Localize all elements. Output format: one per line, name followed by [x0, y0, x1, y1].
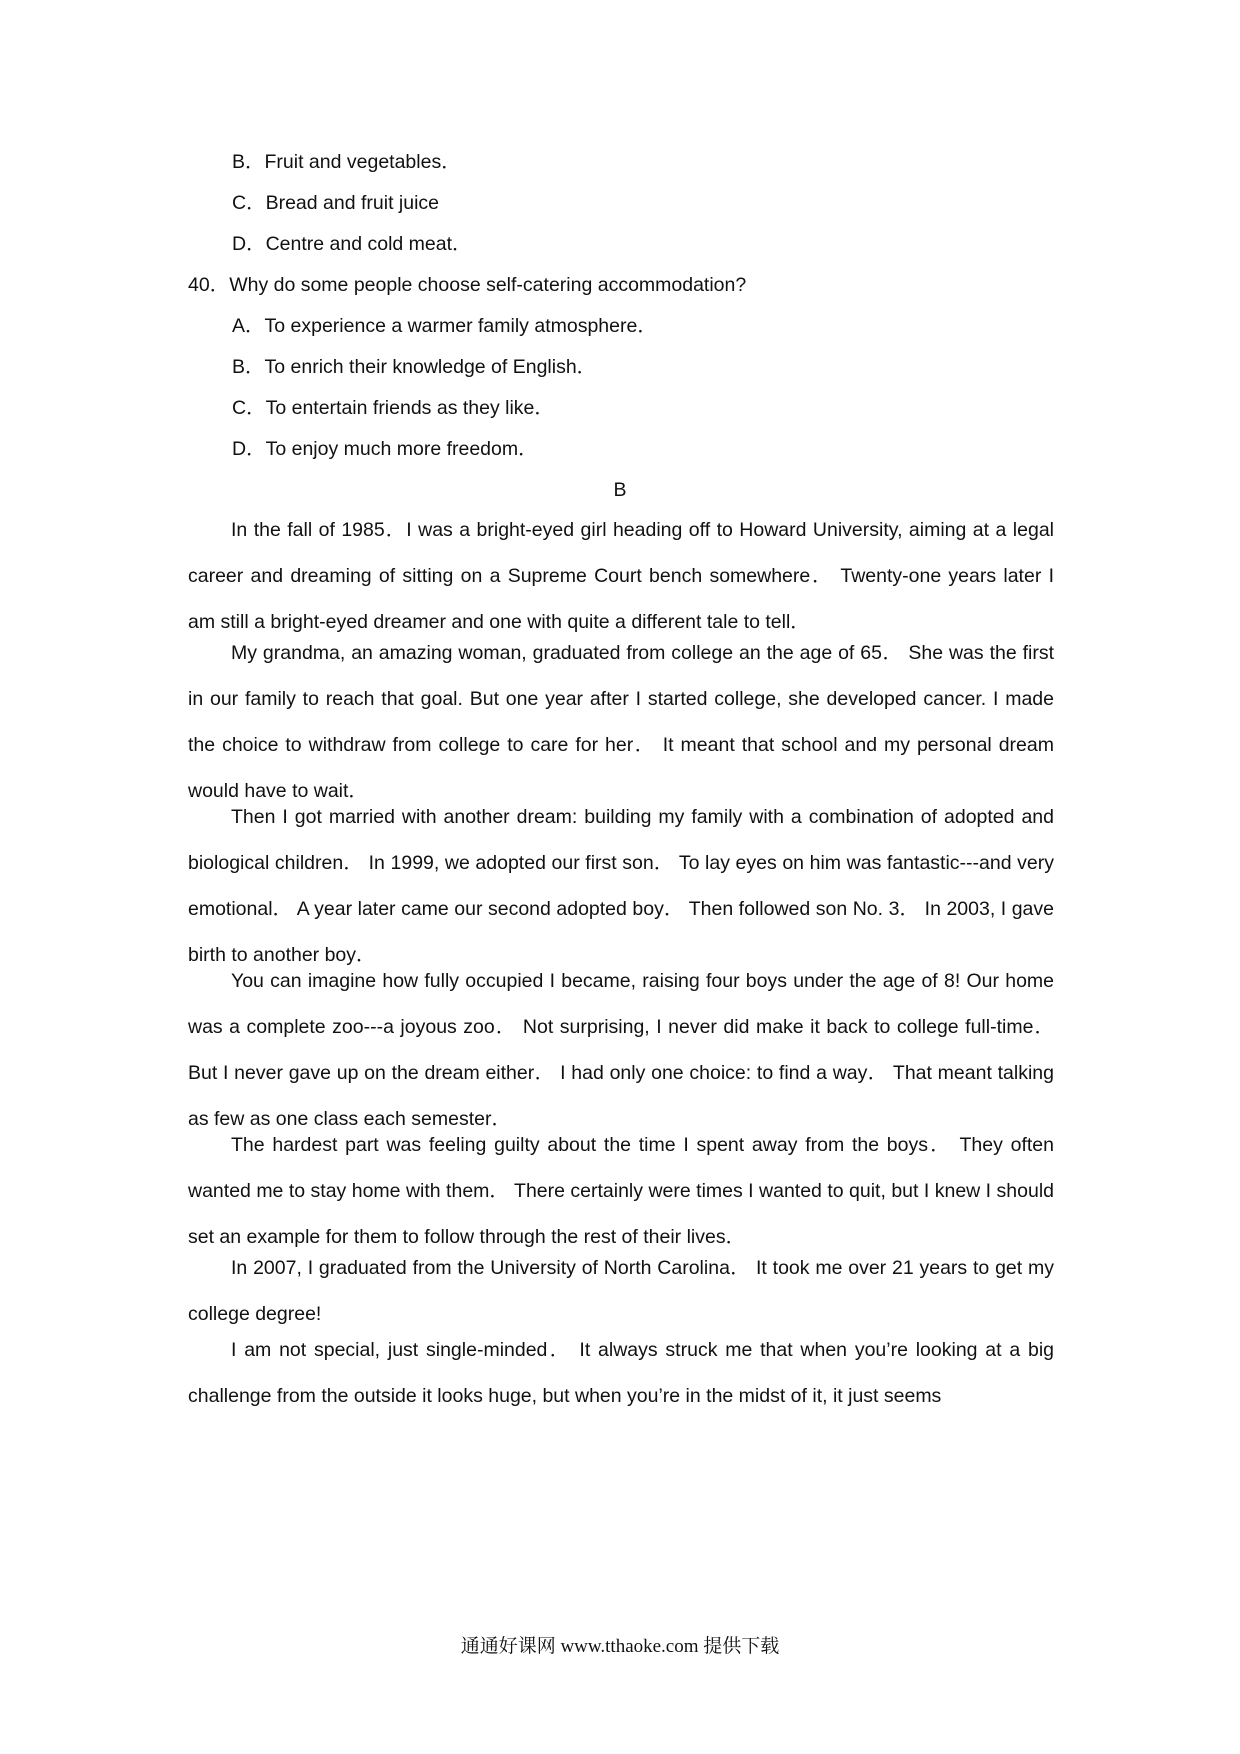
option-d-q39: D．Centre and cold meat．	[232, 233, 472, 255]
passage-paragraph-2: My grandma, an amazing woman, graduated from college an the age of 65． She was the first in our family to reach that goal. But one year after I started college, she developed cancer. I made the choice to withdraw from college to care for her． It meant that school and my personal dream would have to wait．	[188, 642, 1054, 802]
option-d-q40: D．To enjoy much more freedom．	[232, 438, 538, 460]
passage-paragraph-1: In the fall of 1985．I was a bright-eyed girl heading off to Howard University, aiming at a legal career and dreaming of sitting on a Supreme Court bench somewhere． Twenty-one years later I am still a bright-eyed dreamer and one with quite a different tale to tell．	[188, 519, 1054, 633]
option-a-q40: A．To experience a warmer family atmosphere．	[232, 315, 657, 337]
passage-paragraph-4: You can imagine how fully occupied I became, raising four boys under the age of 8! Our home was a complete zoo---a joyous zoo． Not surprising, I never did make it back to college full-time． But I never gave up on the dream either． I had only one choice: to find a way． That meant talking as few as one class each semester．	[188, 970, 1054, 1130]
section-label: B	[613, 479, 627, 501]
passage-paragraph-7: I am not special, just single-minded． It always struck me that when you’re looking at a big challenge from the outside it looks huge, but when you’re in the midst of it, it just seems	[188, 1339, 1054, 1407]
question-40-stem: 40．Why do some people choose self-catering accommodation?	[188, 274, 747, 296]
passage-paragraph-5: The hardest part was feeling guilty about the time I spent away from the boys． They often wanted me to stay home with them． There certainly were times I wanted to quit, but I knew I should set an example for them to follow through the rest of their lives．	[188, 1134, 1054, 1248]
passage-paragraph-6: In 2007, I graduated from the University of North Carolina． It took me over 21 years to get my college degree!	[188, 1257, 1054, 1325]
page-footer: 通通好课网 www.tthaoke.com 提供下载	[460, 1636, 780, 1657]
passage-paragraph-3: Then I got married with another dream: building my family with a combination of adopted and biological children． In 1999, we adopted our first son． To lay eyes on him was fantastic---and very emotional． A year later came our second adopted boy． Then followed son No. 3． In 2003, I gave birth to another boy．	[188, 806, 1054, 966]
option-b-q39: B．Fruit and vegetables．	[232, 151, 461, 173]
option-b-q40: B．To enrich their knowledge of English．	[232, 356, 597, 378]
option-c-q40: C．To entertain friends as they like．	[232, 397, 554, 419]
option-c-q39: C．Bread and fruit juice	[232, 192, 440, 214]
